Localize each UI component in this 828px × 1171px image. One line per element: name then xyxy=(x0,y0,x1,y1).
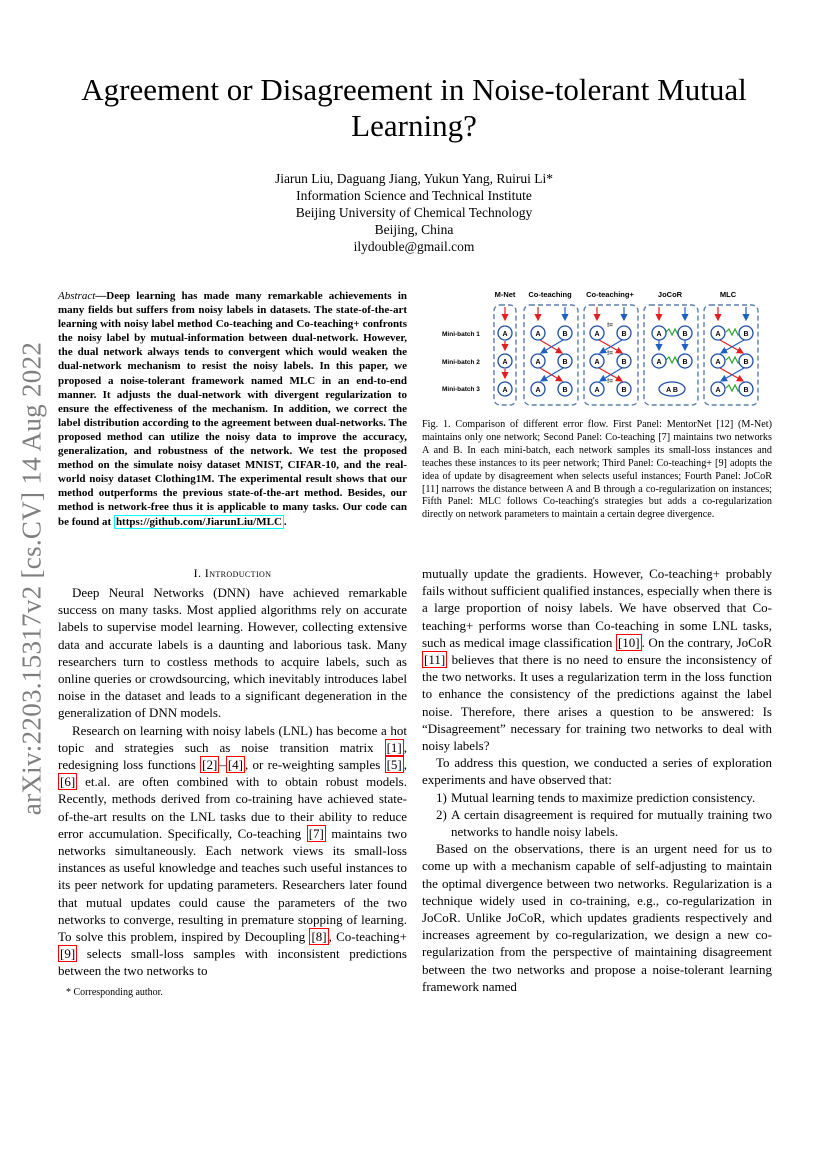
node-a: A xyxy=(715,387,721,394)
neq-label-3: != xyxy=(607,378,613,385)
arxiv-stamp: arXiv:2203.15317v2 [cs.CV] 14 Aug 2022 xyxy=(16,341,47,816)
node-b: B xyxy=(682,331,688,338)
text-span: et.al. are often combined with to obtain robust models. Recently, methods derived from co-training have achieved state-of-the-art results on the LNL tasks due to their ability to reduce error accumulation. Specifically, Co-teaching xyxy=(58,774,407,841)
right-column xyxy=(422,565,772,995)
affiliation-line-1: Information Science and Technical Institute xyxy=(296,188,532,203)
abstract-lead: Abstract xyxy=(58,290,96,302)
list-text: Mutual learning tends to maximize prediction consistency. xyxy=(451,789,756,805)
node-a: A xyxy=(715,331,721,338)
right-paragraph-2: To address this question, we conducted a series of exploration experiments and have observed that: xyxy=(422,755,772,788)
list-item xyxy=(422,806,772,840)
right-paragraph-3: Based on the observations, there is an urgent need for us to come up with a mechanism capable of self-adjusting to maintain the optimal divergence between two networks. Regularization is a technique widely used in co-training, e.g., co-regularization in JoCoR. Unlike JoCoR, which updates gradients respectively and increases agreement by co-regularization, we design a new co-regularization from the perspective of maintaining disagreement between the two networks and propose a noise-tolerant learning framework named xyxy=(422,841,772,994)
citation-link[interactable]: [10] xyxy=(617,634,640,650)
node-a: A xyxy=(594,359,600,366)
panel-title-mlc: MLC xyxy=(719,290,737,299)
neq-label-2: != xyxy=(607,350,613,357)
node-a: A xyxy=(594,387,600,394)
citation-link[interactable]: [6] xyxy=(60,774,76,790)
node-a: A xyxy=(502,331,508,338)
text-span: believes that there is no need to ensure the inconsistency of the two networks. It uses a regularization term in the loss function to enhance the consistency of the predictions against the label noise. Therefore, there arises a question to be answered: Is “Disagreement” necessary for training two networks to deal with noisy labels? xyxy=(422,652,772,754)
citation-link[interactable]: [4] xyxy=(227,757,243,773)
section-heading-introduction: I. Introduction xyxy=(193,566,272,580)
text-span: , xyxy=(403,757,407,773)
abstract-body: —Deep learning has made many remarkable achievements in many fields but suffers from noisy labels in datasets. The state-of-the-art learning with noisy label method Co-teaching and Co-teaching+ confronts the noisy label by mutual-information between dual-network. However, the dual network always tends to convergent which would weaken the dual-network mechanism to resist the noisy labels. In this paper, we proposed a noise-tolerant framework named MLC in an end-to-end manner. It adjusts the dual-network with divergent regularization to ensure the effectiveness of the mechanism. In addition, we correct the label distribution according to the agreement between dual-networks. The proposed method can utilize the noisy data to improve the accuracy, generalization, and robustness of the network. We test the proposed method on the simulate noisy dataset MNIST, CIFAR-10, and the real-world noisy dataset Clothing1M. The experimental result shows that our method outperforms the previous state-of-the-art method. Besides, our method is network-free thus it is applicable to many tasks. Our code can be found at xyxy=(58,290,407,528)
panel-title-jocor: JoCoR xyxy=(657,290,683,299)
node-a: A xyxy=(535,331,541,338)
node-b: B xyxy=(743,359,749,366)
node-a: A xyxy=(502,359,508,366)
list-number: 1) xyxy=(436,789,447,805)
citation-link[interactable]: [8] xyxy=(311,929,327,945)
footnote: * Corresponding author. xyxy=(66,987,163,998)
node-a: A xyxy=(535,359,541,366)
text-span: mutually update the gradients. However, Co-teaching+ probably fails without sufficient qualified instances, especially when there is a large proportion of noisy labels. We have observed that Co-teaching+ performs worse than Co-teaching in some LNL tasks, such as medical image classification xyxy=(422,566,772,650)
text-span: selects small-loss samples with inconsistent predictions between the two networks to xyxy=(58,946,407,979)
text-span: – xyxy=(219,757,226,773)
node-b: B xyxy=(621,359,627,366)
node-a: A xyxy=(656,331,662,338)
node-b: B xyxy=(621,387,627,394)
row-label-1: Mini-batch 1 xyxy=(442,331,480,338)
abstract xyxy=(58,289,407,529)
list-number: 2) xyxy=(436,806,447,822)
node-ab-merged: A B xyxy=(666,387,678,394)
affiliation-line-2: Beijing University of Chemical Technology xyxy=(295,205,533,220)
node-a: A xyxy=(535,387,541,394)
node-b: B xyxy=(562,359,568,366)
observation-list xyxy=(422,789,772,841)
right-paragraph-1 xyxy=(422,565,772,754)
node-b: B xyxy=(562,331,568,338)
citation-link[interactable]: [9] xyxy=(60,946,76,962)
text-span: , or re-weighting samples xyxy=(245,757,385,773)
author-names: Jiarun Liu, Daguang Jiang, Yukun Yang, Ruirui Li* xyxy=(274,171,554,186)
node-a: A xyxy=(715,359,721,366)
left-column xyxy=(58,584,407,980)
citation-link[interactable]: [5] xyxy=(386,757,402,773)
node-b: B xyxy=(621,331,627,338)
node-b: B xyxy=(562,387,568,394)
text-span: Research on learning with noisy labels (LNL) has become a hot topic and strategies such as noise transition matrix xyxy=(58,722,407,755)
figure-caption: Fig. 1. Comparison of different error flow. First Panel: MentorNet [12] (M-Net) maintains only one network; Second Panel: Co-teaching [7] maintains two networks A and B. In each mini-batch, each network samples its small-loss instances and teaches these instances to its peer network; Third Panel: Co-teaching+ [9] adopts the idea of update by disagreement when selects useful instances; Fourth Panel: JoCoR [11] narrows the distance between A and B through a co-regularization on instances; Fifth Panel: MLC follows Co-teaching's strategies but adds a co-regularization directly on network parameters to maintain a certain degree divergence. xyxy=(422,419,772,521)
row-label-2: Mini-batch 2 xyxy=(442,359,480,366)
code-link[interactable]: https://github.com/JiarunLiu/MLC xyxy=(115,515,282,528)
node-a: A xyxy=(502,387,508,394)
panel-title-mnet: M-Net xyxy=(494,290,516,299)
intro-paragraph-1: Deep Neural Networks (DNN) have achieved remarkable success on many tasks. Most applied algorithms rely on accurate labels to supervise model learning. However, collecting extensive data and accurate labels is a daunting and laborious task. Many researchers turn to costless methods to acquire labels, such as online queries or crowdsourcing, which inevitably introduces label noise in the dataset and leads to a significant degeneration in the generalization of DNN models. xyxy=(58,585,407,721)
author-email: ilydouble@gmail.com xyxy=(353,239,475,254)
panel-title-coteachingplus: Co-teaching+ xyxy=(586,290,634,299)
error-flow-figure xyxy=(430,287,770,412)
panel-title-coteaching: Co-teaching xyxy=(528,290,572,299)
citation-link[interactable]: [2] xyxy=(202,757,218,773)
citation-link[interactable]: [1] xyxy=(386,739,402,755)
abstract-end: . xyxy=(283,515,287,528)
text-span: , redesigning loss functions xyxy=(58,739,407,773)
text-span: maintains two networks simultaneously. Each network views its small-loss instances as useful knowledge and teaches such useful instances to its peer network for updating parameters. Researchers later found that mutual updates could cause the parameters of the two networks to converge, resulting in premature stopping of learning. To solve this problem, inspired by Decoupling xyxy=(58,825,408,945)
list-item xyxy=(422,789,772,806)
paper-title: Agreement or Disagreement in Noise-tolerant Mutual Learning? xyxy=(81,72,747,143)
node-a: A xyxy=(656,359,662,366)
list-text: A certain disagreement is required for mutually training two networks to handle noisy labels. xyxy=(451,806,772,840)
affiliation-line-3: Beijing, China xyxy=(374,222,454,237)
text-span: . On the contrary, JoCoR xyxy=(641,634,772,650)
neq-label-1: != xyxy=(607,322,613,329)
citation-link[interactable]: [11] xyxy=(424,652,446,668)
node-a: A xyxy=(594,331,600,338)
node-b: B xyxy=(743,331,749,338)
node-b: B xyxy=(682,359,688,366)
author-block xyxy=(140,170,688,255)
text-span: , Co-teaching+ xyxy=(328,929,407,945)
row-label-3: Mini-batch 3 xyxy=(442,386,480,393)
intro-paragraph-2 xyxy=(58,722,407,980)
node-b: B xyxy=(743,387,749,394)
citation-link[interactable]: [7] xyxy=(308,825,324,841)
